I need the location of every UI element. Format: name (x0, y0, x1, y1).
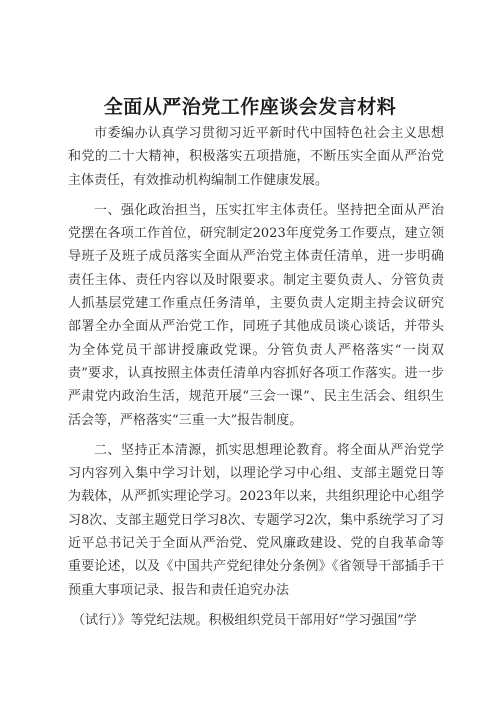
paragraph-intro: 市委编办认真学习贯彻习近平新时代中国特色社会主义思想和党的二十大精神，积极落实五项措施，不断压实全面从严治党主体责任，有效推动机构编制工作健康发展。 (68, 126, 444, 188)
paragraph-continuation: （试行）》等党纪法规。积极组织党员干部用好“学习强国”学 (72, 612, 417, 628)
document-title: 全面从严治党工作座谈会发言材料 (103, 96, 397, 118)
paragraph-section-1: 一、强化政治担当，压实扛牢主体责任。坚持把全面从严治党摆在各项工作首位，研究制定2023年度党务工作要点，建立领导班子及班子成员落实全面从严治党主体责任清单，进一步明确责任主体、责任内容以及时限要求。制定主要负责人、分管负责人抓基层党建工作重点任务清单，主要负责人定期主持会议研究部署全办全面从严治党工作，同班子其他成员谈心谈话，并带头为全体党员干部讲授廉政党课。分管负责人严格落实“一岗双责”要求，认真按照主体责任清单内容抓好各项工作落实。进一步严肃党内政治生活，规范开展“三会一课”、民主生活会、组织生活会等，严格落实“三重一大”报告制度。 (68, 202, 444, 428)
paragraph-section-2: 二、坚持正本清源，抓实思想理论教育。将全面从严治党学习内容列入集中学习计划，以理论学习中心组、支部主题党日等为载体，从严抓实理论学习。2023年以来，共组织理论中心组学习8次、支部主题党日学习8次、专题学习2次，集中系统学习了习近平总书记关于全面从严治党、党风廉政建设、党的自我革命等重要论述，以及《中国共产党纪律处分条例》《省领导干部插手干预重大事项记录、报告和责任追究办法 (68, 442, 444, 598)
document-body (68, 122, 444, 639)
